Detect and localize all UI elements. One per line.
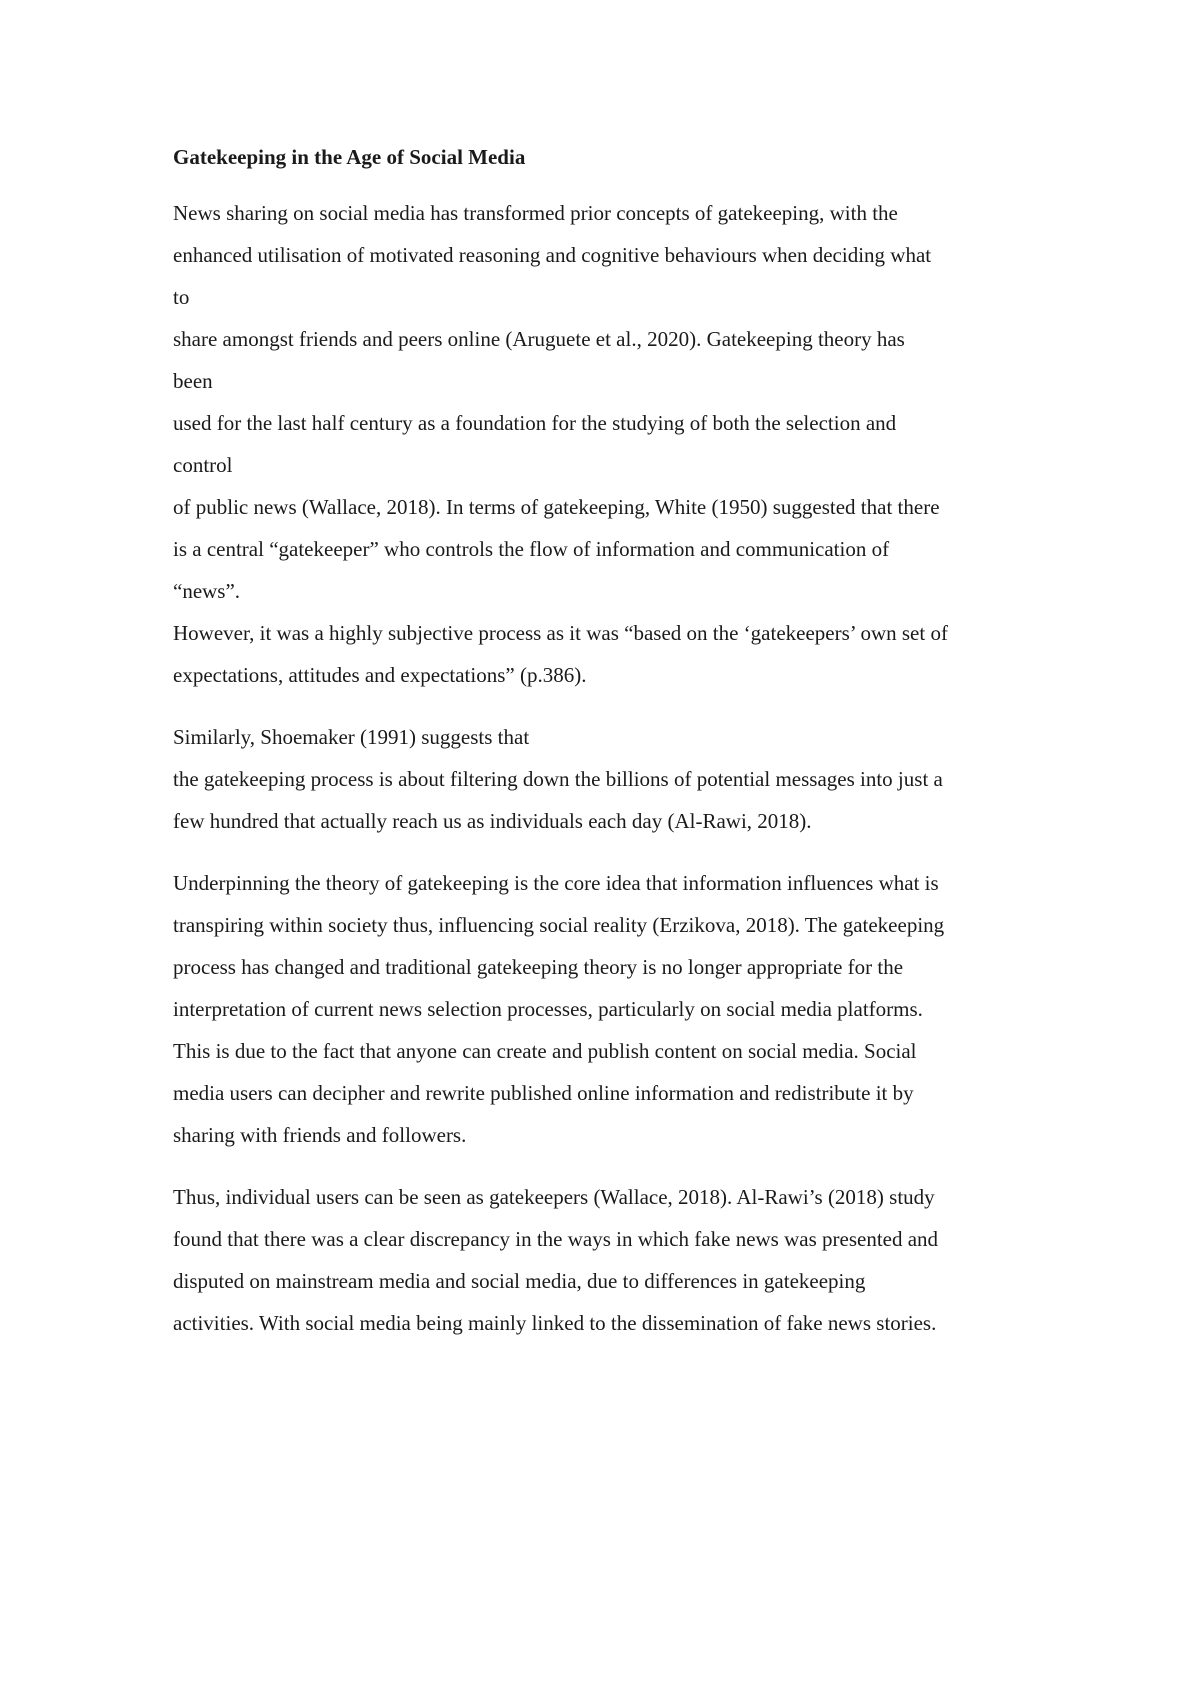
paragraph-4 — [173, 1176, 1043, 1344]
text-line: process has changed and traditional gatekeeping theory is no longer appropriate for the — [173, 955, 904, 979]
paragraph-2 — [173, 716, 1043, 842]
text-line: is a central “gatekeeper” who controls the flow of information and communication of — [173, 537, 890, 561]
text-line: activities. With social media being mainly linked to the dissemination of fake news stories. — [173, 1311, 937, 1335]
document-body — [173, 142, 1043, 1364]
text-line: enhanced utilisation of motivated reasoning and cognitive behaviours when deciding what — [173, 243, 932, 267]
text-line: However, it was a highly subjective process as it was “based on the ‘gatekeepers’ own set of — [173, 621, 948, 645]
text-line: few hundred that actually reach us as individuals each day (Al-Rawi, 2018). — [173, 809, 812, 833]
text-line: Thus, individual users can be seen as gatekeepers (Wallace, 2018). Al-Rawi’s (2018) study — [173, 1185, 935, 1209]
text-line: used for the last half century as a foundation for the studying of both the selection and — [173, 411, 897, 435]
text-line: transpiring within society thus, influencing social reality (Erzikova, 2018). The gatekeeping — [173, 913, 945, 937]
text-line: sharing with friends and followers. — [173, 1123, 467, 1147]
text-line: media users can decipher and rewrite published online information and redistribute it by — [173, 1081, 914, 1105]
text-line: “news”. — [173, 579, 241, 603]
text-line: share amongst friends and peers online (Aruguete et al., 2020). Gatekeeping theory has — [173, 327, 905, 351]
text-line: News sharing on social media has transformed prior concepts of gatekeeping, with the — [173, 201, 898, 225]
text-line: Underpinning the theory of gatekeeping is the core idea that information influences what is — [173, 871, 939, 895]
text-line: expectations, attitudes and expectations” (p.386). — [173, 663, 587, 687]
text-line: Similarly, Shoemaker (1991) suggests that — [173, 725, 530, 749]
paragraph-3 — [173, 862, 1043, 1156]
text-line: the gatekeeping process is about filtering down the billions of potential messages into just a — [173, 767, 943, 791]
text-line: interpretation of current news selection processes, particularly on social media platforms. — [173, 997, 923, 1021]
text-line: found that there was a clear discrepancy in the ways in which fake news was presented and — [173, 1227, 939, 1251]
text-line: of public news (Wallace, 2018). In terms of gatekeeping, White (1950) suggested that there — [173, 495, 940, 519]
document-title: Gatekeeping in the Age of Social Media — [173, 145, 526, 169]
text-line: This is due to the fact that anyone can create and publish content on social media. Social — [173, 1039, 917, 1063]
text-line: been — [173, 369, 213, 393]
text-line: control — [173, 453, 233, 477]
text-line: to — [173, 285, 190, 309]
paragraph-1 — [173, 192, 1043, 696]
text-line: disputed on mainstream media and social media, due to differences in gatekeeping — [173, 1269, 866, 1293]
